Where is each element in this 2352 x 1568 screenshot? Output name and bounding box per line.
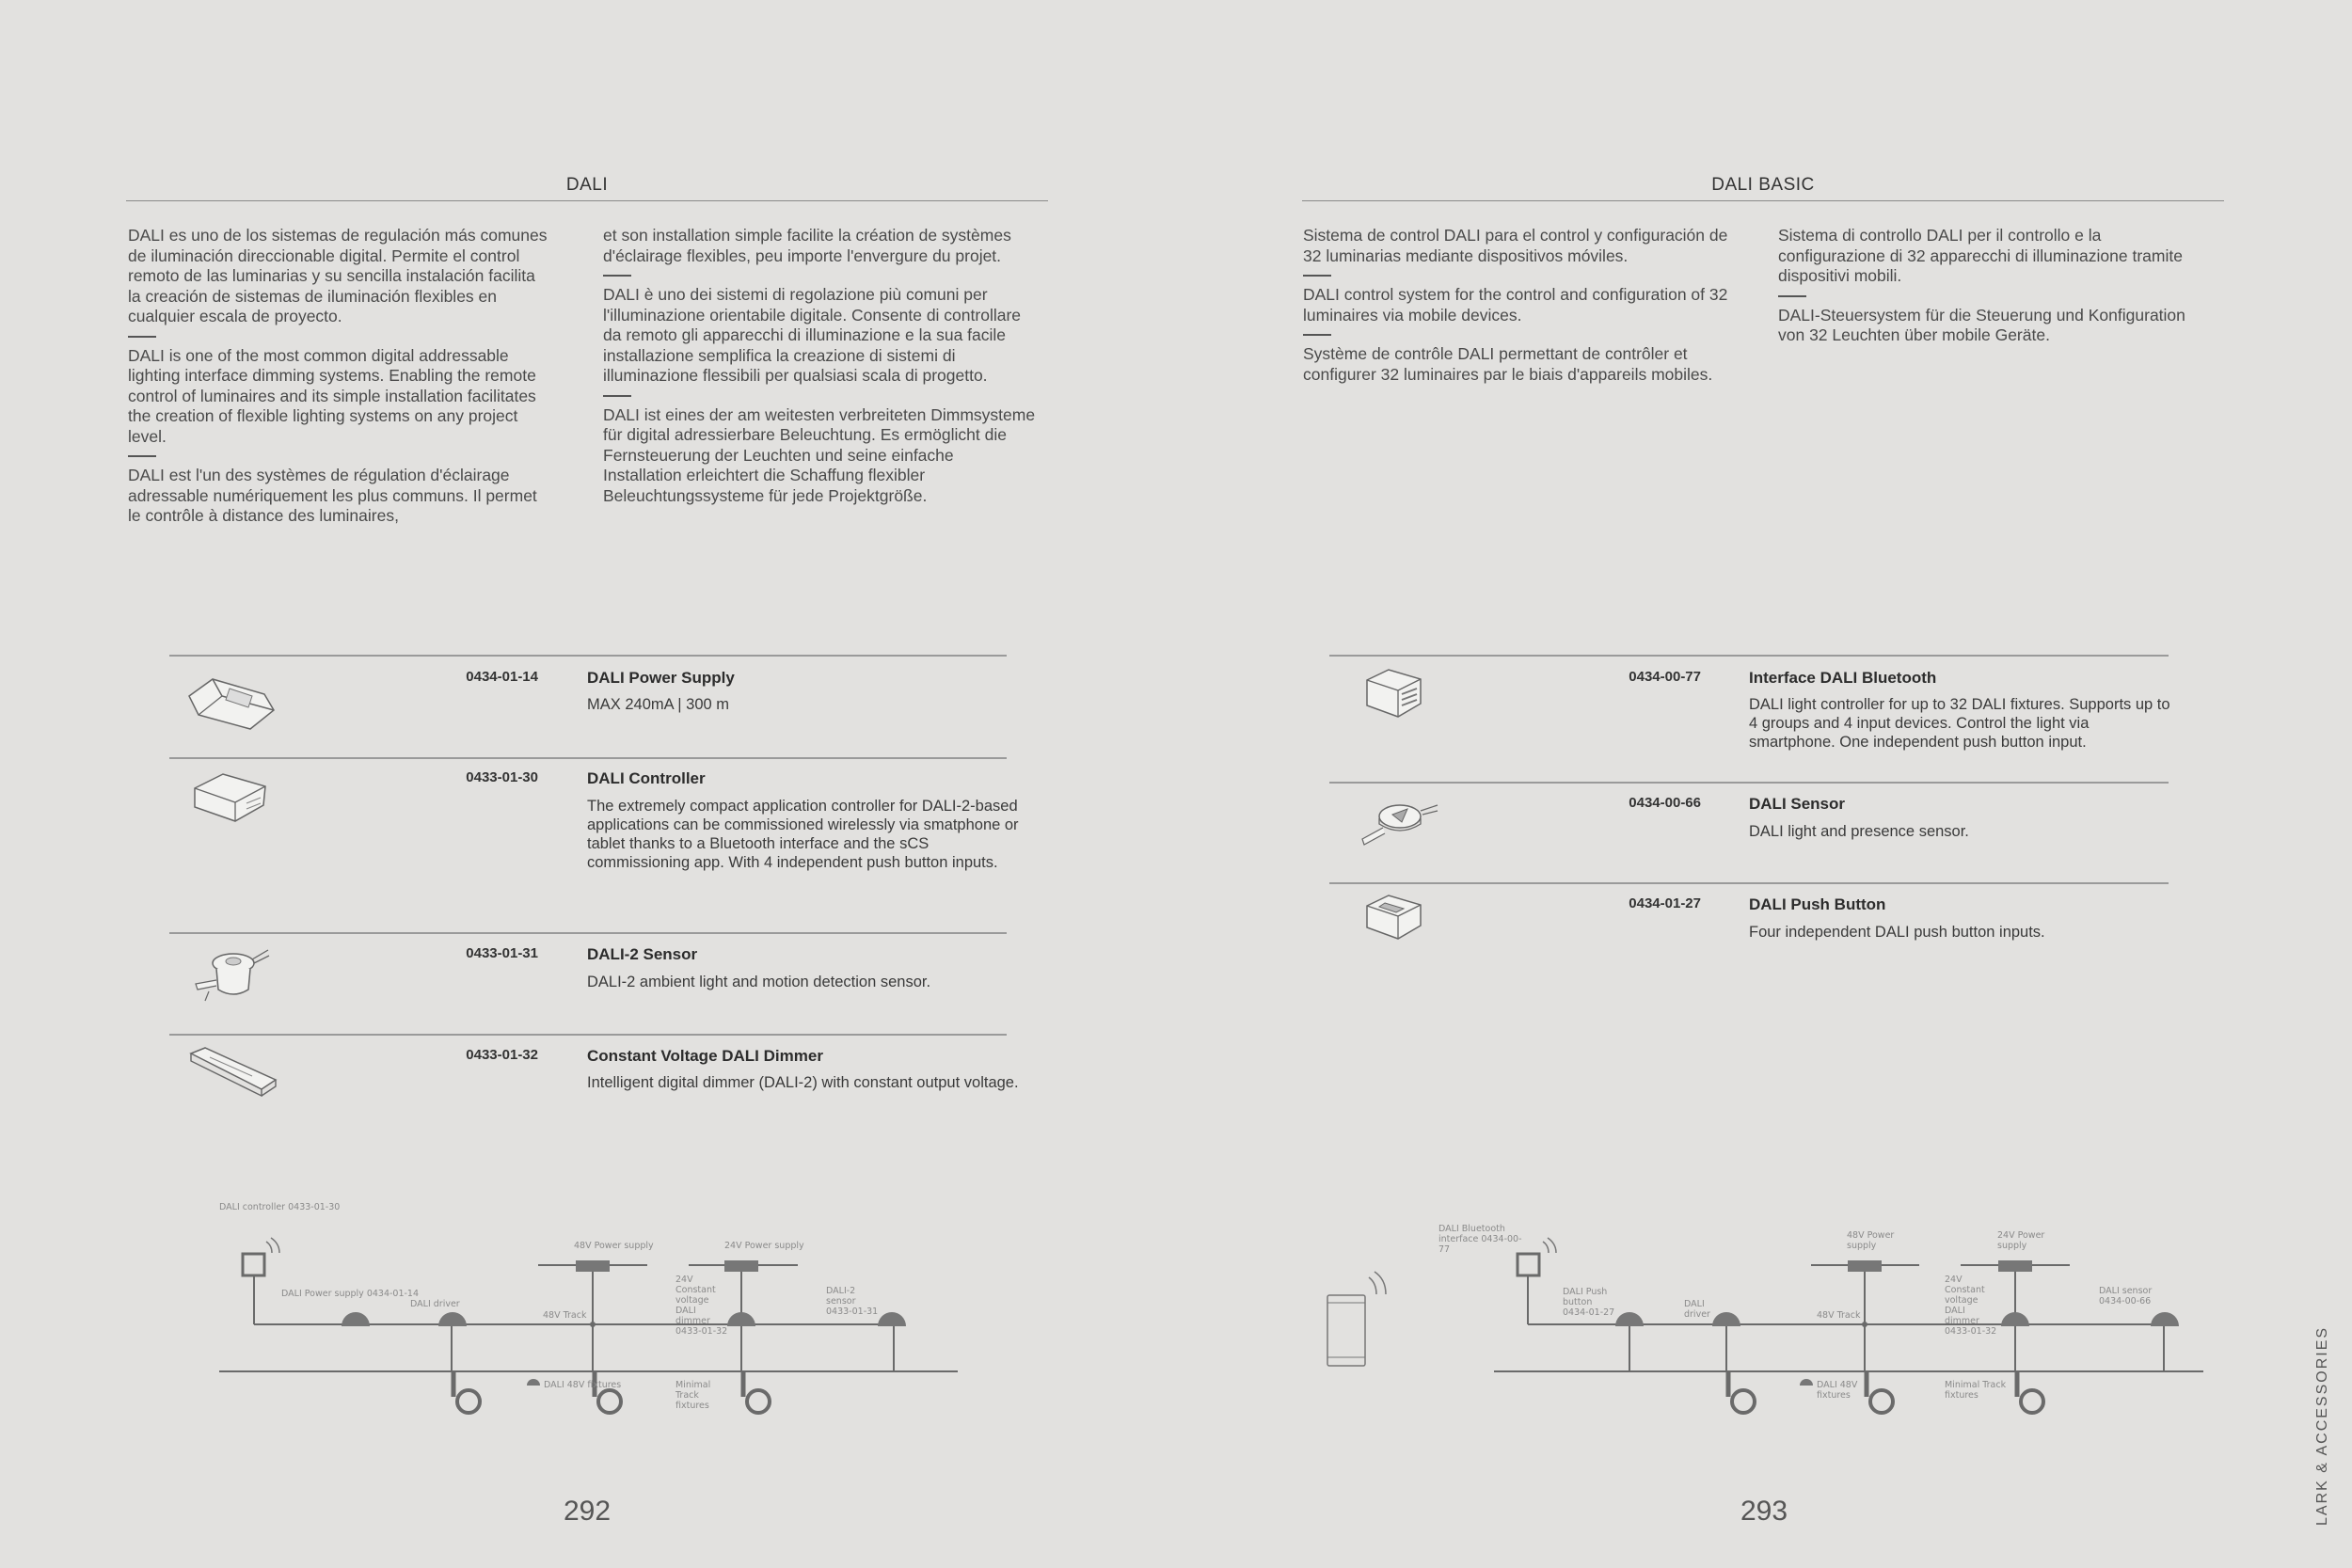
product-desc: DALI-2 ambient light and motion detection sensor. — [587, 974, 931, 990]
section-title-dali: DALI — [565, 175, 609, 195]
diagram-label: 48V Power supply — [1847, 1230, 1895, 1251]
paragraph-it: DALI è uno dei sistemi di regolazione più comuni per l'illuminazione orientabile digitale. Consente di controllare da remoto gli apparecchi di illuminazione e la sua facile installazione semplifica la creazione di sistemi di illuminazione flessibili per qualsiasi scala di progetto. — [603, 285, 1022, 385]
product-desc: Intelligent digital dimmer (DALI-2) with constant output voltage. — [587, 1074, 1019, 1091]
diagram-label: DALI sensor 0434-00-66 — [2099, 1286, 2153, 1307]
product-code: 0433-01-31 — [466, 945, 538, 961]
paragraph-de: DALI ist eines der am weitesten verbreiteten Dimmsysteme für digital adressierbare Beleuchtung. Es ermöglicht die Fernsteuerung der Leuchten und seine einfache Installation erleichtert die Schaffung flexibler Beleuchtungssysteme für jede Projektgröße. — [603, 404, 1036, 505]
product-name: DALI Power Supply — [587, 669, 735, 687]
product-desc: DALI light controller for up to 32 DALI fixtures. Supports up to 4 groups and 4 input devices. Control the light via smartphone. One independent push button input. — [1749, 696, 2170, 751]
diagram-label: 48V Track — [543, 1310, 587, 1321]
product-code: 0433-01-30 — [466, 769, 538, 785]
product-code: 0434-01-14 — [466, 669, 538, 685]
product-code: 0434-01-27 — [1629, 895, 1701, 911]
product-name: DALI Sensor — [1749, 795, 1846, 813]
diagram-label: DALI-2 sensor 0433-01-31 — [826, 1286, 879, 1317]
paragraph-en: DALI is one of the most common digital addressable lighting interface dimming systems. Enabling the remote control of luminaires and its simple installation facilitates the creation of flexible lighting systems on any project level. — [128, 345, 536, 446]
diagram-label: DALI Bluetooth interface 0434-00-77 — [1438, 1224, 1522, 1255]
paragraph-fr: DALI est l'un des systèmes de régulation d'éclairage adressable numériquement les plus communs. Il permet le contrôle à distance des luminaires, — [128, 466, 537, 525]
diagram-label: DALI driver — [1684, 1299, 1710, 1320]
diagram-label: DALI Power supply 0434-01-14 — [281, 1289, 420, 1299]
product-name: Interface DALI Bluetooth — [1749, 669, 1937, 687]
product-code: 0434-00-77 — [1629, 669, 1701, 685]
paragraph-fr-cont: et son installation simple facilite la création de systèmes d'éclairage flexibles, peu importe l'envergure du projet. — [603, 226, 1011, 265]
paragraph-fr: Système de contrôle DALI permettant de contrôler et configurer 32 luminaires par le biais d'appareils mobiles. — [1303, 344, 1713, 384]
paragraph-es: Sistema de control DALI para el control y configuración de 32 luminarias mediante dispositivos móviles. — [1303, 226, 1728, 265]
diagram-label: DALI driver — [410, 1299, 460, 1309]
diagram-label: 24V Power supply — [724, 1241, 804, 1251]
section-title-dali-basic: DALI BASIC — [1711, 175, 1815, 195]
diagram-label: 48V Track — [1817, 1310, 1861, 1321]
paragraph-de: DALI-Steuersystem für die Steuerung und Konfiguration von 32 Leuchten über mobile Geräte. — [1778, 305, 2185, 344]
diagram-label: 24V Power supply — [1997, 1230, 2045, 1251]
diagram-label: DALI 48V fixtures — [544, 1380, 622, 1390]
page-number: 293 — [1740, 1496, 1788, 1527]
diagram-label: Minimal Track fixtures — [675, 1380, 711, 1411]
product-desc: The extremely compact application controller for DALI-2-based applications can be commissioned wirelessly via smatphone or tablet thanks to a Bluetooth interface and the sCS commissioning app. With 4 independent push button inputs. — [587, 798, 1019, 871]
product-code: 0434-00-66 — [1629, 795, 1701, 811]
product-desc: Four independent DALI push button inputs. — [1749, 924, 2045, 941]
diagram-label: 24V Constant voltage DALI dimmer 0433-01-32 — [1945, 1275, 1997, 1337]
diagram-label: DALI Push button 0434-01-27 — [1563, 1287, 1615, 1318]
diagram-label: DALI 48V fixtures — [1817, 1380, 1858, 1401]
product-code: 0433-01-32 — [466, 1047, 538, 1063]
paragraph-it: Sistema di controllo DALI per il controllo e la configurazione di 32 apparecchi di illuminazione tramite dispositivi mobili. — [1778, 226, 2183, 285]
product-desc: MAX 240mA | 300 m — [587, 696, 730, 713]
product-name: DALI Push Button — [1749, 895, 1886, 913]
diagram-label: 24V Constant voltage DALI dimmer 0433-01-32 — [675, 1275, 728, 1337]
paragraph-en: DALI control system for the control and configuration of 32 luminaires via mobile devices. — [1303, 285, 1728, 325]
page-number: 292 — [563, 1496, 612, 1527]
product-name: DALI Controller — [587, 769, 706, 787]
diagram-label: DALI controller 0433-01-30 — [219, 1202, 341, 1212]
product-desc: DALI light and presence sensor. — [1749, 823, 1969, 840]
product-name: DALI-2 Sensor — [587, 945, 698, 963]
side-label: LARK & ACCESSORIES — [2314, 1325, 2330, 1526]
product-name: Constant Voltage DALI Dimmer — [587, 1047, 823, 1065]
diagram-label: Minimal Track fixtures — [1945, 1380, 2007, 1401]
paragraph-es: DALI es uno de los sistemas de regulación más comunes de iluminación direccionable digital. Permite el control remoto de las luminarias y su sencilla instalación facilita la creación de sistemas de iluminación flexibles en cualquier escala de proyecto. — [128, 226, 548, 325]
diagram-label: 48V Power supply — [574, 1241, 654, 1251]
